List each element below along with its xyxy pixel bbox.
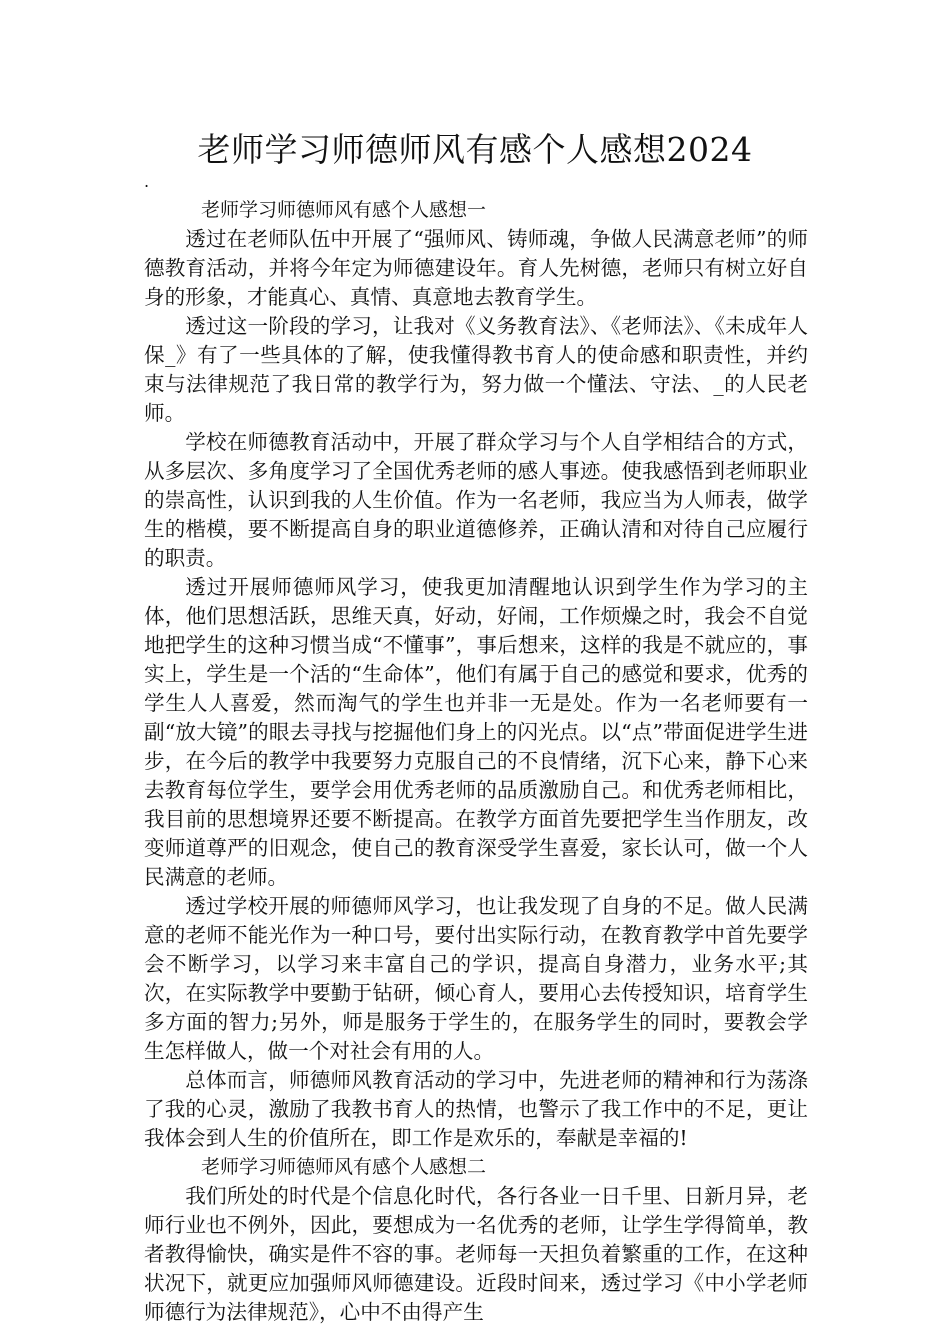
paragraph: 透过这一阶段的学习，让我对《义务教育法》、《老师法》、《未成年人保_》有了一些具体的了解，使我懂得教书育人的使命感和职责性，并约束与法律规范了我日常的教学行为，努力做一个懂法、守法、_的人民老师。 bbox=[144, 314, 808, 425]
paragraph: 透过学校开展的师德师风学习，也让我发现了自身的不足。做人民满意的老师不能光作为一种口号，要付出实际行动，在教育教学中首先要学会不断学习，以学习来丰富自己的学识，提高自身潜力，业务水平;其次，在实际教学中要勤于钻研，倾心育人，要用心去传授知识，培育学生多方面的智力;另外，师是服务于学生的，在服务学生的同时，要教会学生怎样做人，做一个对社会有用的人。 bbox=[144, 894, 808, 1063]
paragraph: 总体而言，师德师风教育活动的学习中，先进老师的精神和行为荡涤了我的心灵，激励了我教书育人的热情，也警示了我工作中的不足，更让我体会到人生的价值所在，即工作是欢乐的，奉献是幸福的! bbox=[144, 1068, 808, 1150]
paragraph: 学校在师德教育活动中，开展了群众学习与个人自学相结合的方式，从多层次、多角度学习了全国优秀老师的感人事迹。使我感悟到老师职业的崇高性，认识到我的人生价值。作为一名老师，我应当为人师表，做学生的楷模，要不断提高自身的职业道德修养，正确认清和对待自己应履行的职责。 bbox=[144, 430, 808, 570]
section-heading: 老师学习师德师风有感个人感想二 bbox=[201, 1156, 487, 1178]
document-title: 老师学习师德师风有感个人感想2024 bbox=[197, 130, 753, 169]
paragraph: 我们所处的时代是个信息化时代，各行各业一日千里、日新月异，老师行业也不例外，因此，要想成为一名优秀的老师，让学生学得简单，教者教得愉快，确实是件不容的事。老师每一天担负着繁重的工作，在这种状况下，就更应加强师风师德建设。近段时间来，透过学习《中小学老师师德行为法律规范》，心中不由得产生 bbox=[144, 1184, 808, 1324]
paragraph: 透过在老师队伍中开展了“强师风、铸师魂，争做人民满意老师”的师德教育活动，并将今年定为师德建设年。育人先树德，老师只有树立好自身的形象，才能真心、真情、真意地去教育学生。 bbox=[144, 227, 808, 309]
section-heading: 老师学习师德师风有感个人感想一 bbox=[201, 199, 487, 221]
document-body bbox=[144, 196, 808, 1327]
paragraph: 透过开展师德师风学习，使我更加清醒地认识到学生作为学习的主体，他们思想活跃，思维天真，好动，好闹，工作烦燥之时，我会不自觉地把学生的这种习惯当成“不懂事”，事后想来，这样的我是不就应的，事实上，学生是一个活的“生命体”，他们有属于自己的感觉和要求，优秀的学生人人喜爱，然而淘气的学生也并非一无是处。作为一名老师要有一副“放大镜”的眼去寻找与挖掘他们身上的闪光点。以“点”带面促进学生进步，在今后的教学中我要努力克服自己的不良情绪，沉下心来，静下心来去教育每位学生，要学会用优秀老师的品质激励自己。和优秀老师相比，我目前的思想境界还要不断提高。在教学方面首先要把学生当作朋友，改变师道尊严的旧观念，使自己的教育深受学生喜爱，家长认可，做一个人民满意的老师。 bbox=[144, 575, 808, 889]
title-dot: . bbox=[144, 172, 150, 191]
